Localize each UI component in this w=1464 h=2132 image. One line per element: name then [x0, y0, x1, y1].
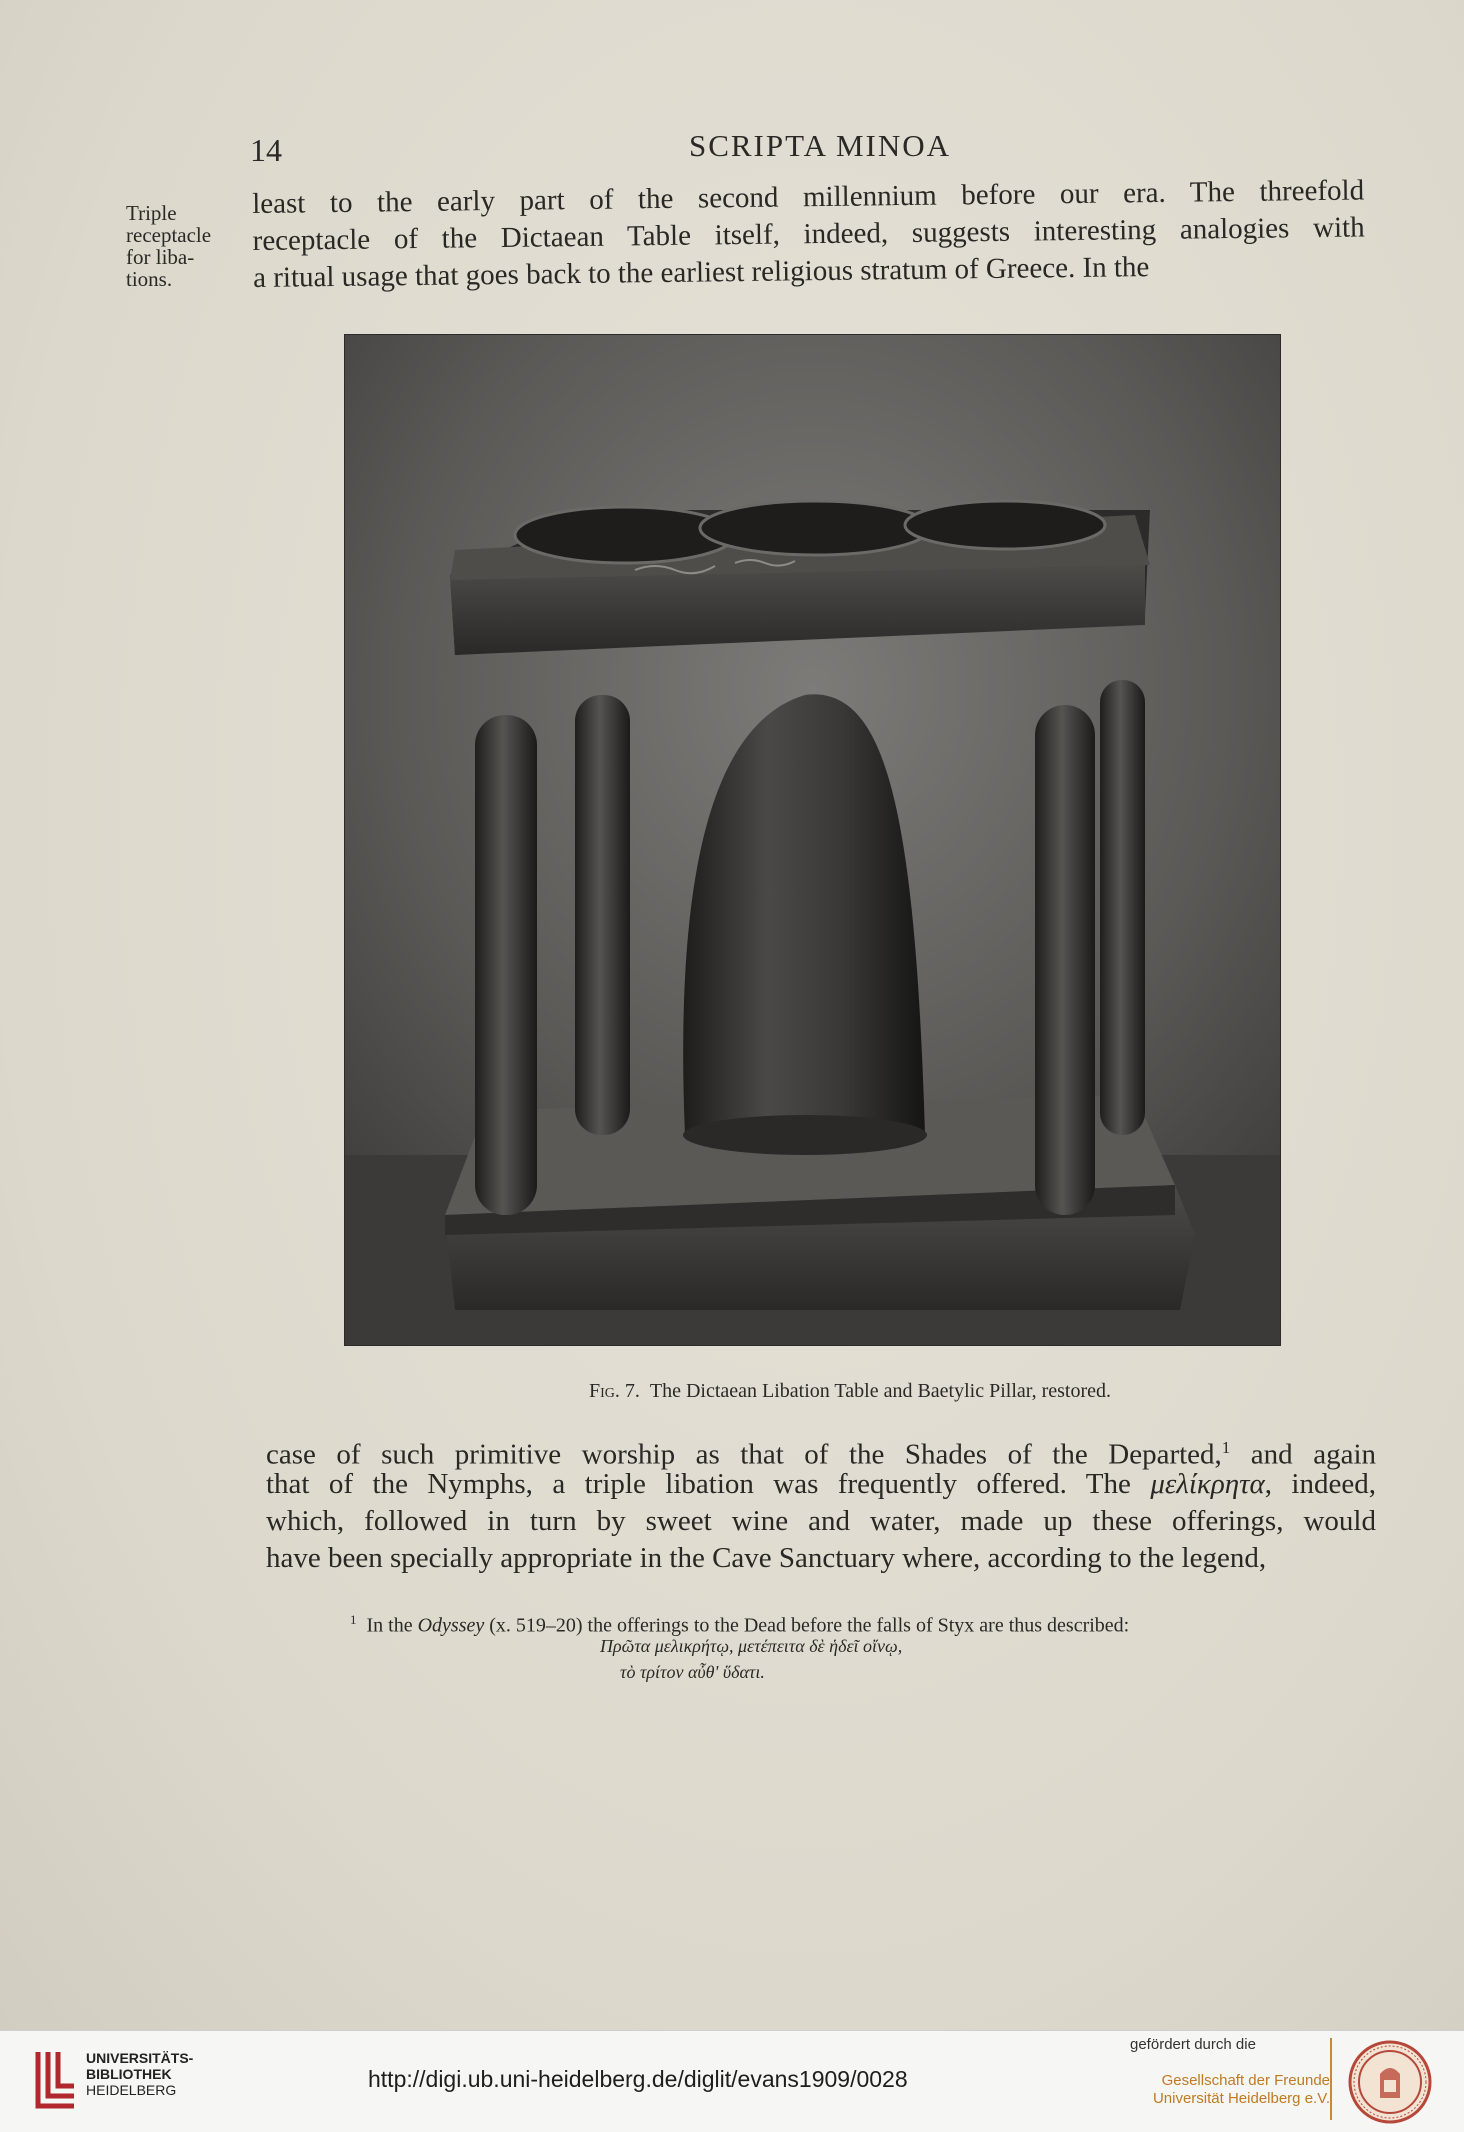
footnote-text: In the	[366, 1614, 418, 1637]
text-segment: case of such primitive worship as that of the Shades of the Departed,	[266, 1438, 1222, 1471]
figure-photograph	[345, 335, 1280, 1345]
footnote-text: (x. 519–20) the offerings to the Dead before the falls of Styx are thus described:	[484, 1614, 1130, 1637]
paragraph-top	[252, 172, 1365, 297]
paragraph-bottom	[266, 1429, 1376, 1577]
footnote-verse: Πρῶτα μελικρήτῳ, μετέπειτα δὲ ἡδεῖ οἴνῳ,	[600, 1636, 903, 1656]
sponsor-label: gefördert durch die	[1130, 2036, 1256, 2053]
footnote-reference: 1	[1221, 1438, 1231, 1457]
library-name-line: HEIDELBERG	[86, 2082, 177, 2098]
text-line: which, followed in turn by sweet wine and water, made up these offerings, would	[266, 1505, 1376, 1537]
footnote-work-title: Odyssey	[417, 1614, 485, 1637]
text-line: receptacle of the Dictaean Table itself, indeed, suggests interesting analogies with	[252, 211, 1365, 257]
footnote-verse: τὸ τρίτον αὖθ' ὕδατι.	[620, 1662, 765, 1682]
sponsor-name-line: Gesellschaft der Freunde	[1161, 2072, 1330, 2089]
footnote	[350, 1607, 1330, 1639]
text-segment: , indeed,	[1264, 1468, 1376, 1500]
running-title: SCRIPTA MINOA	[688, 128, 952, 163]
figure-label: Fig. 7.	[588, 1380, 640, 1402]
greek-word: μελίκρητα	[1150, 1468, 1265, 1500]
text-segment: and again	[1230, 1438, 1377, 1471]
margin-note	[126, 202, 236, 290]
text-line: least to the early part of the second millennium before our era. The threefold	[252, 174, 1365, 220]
margin-note-line: for liba-	[126, 245, 195, 269]
footnote-mark: 1	[350, 1612, 357, 1627]
footer-divider	[1330, 2038, 1332, 2120]
university-seal-icon[interactable]	[1348, 2040, 1432, 2124]
figure-caption-text: The Dictaean Libation Table and Baetylic Pillar, restored.	[649, 1380, 1112, 1402]
library-name[interactable]	[86, 2050, 193, 2098]
text-line: a ritual usage that goes back to the earliest religious stratum of Greece. In the	[252, 251, 1150, 294]
sponsor-name[interactable]	[1120, 2072, 1330, 2108]
text-line	[266, 1466, 1376, 1503]
text-segment: that of the Nymphs, a triple libation was frequently offered. The	[266, 1468, 1151, 1500]
library-logo-icon[interactable]	[34, 2048, 78, 2110]
text-line: have been specially appropriate in the Cave Sanctuary where, according to the legend,	[266, 1542, 1267, 1574]
library-name-line: BIBLIOTHEK	[86, 2066, 172, 2082]
figure-caption	[500, 1380, 1200, 1403]
margin-note-line: Triple	[126, 201, 177, 225]
page-number: 14	[250, 132, 282, 168]
text-line	[266, 1429, 1377, 1471]
margin-note-line: receptacle	[126, 223, 212, 247]
sponsor-name-line: Universität Heidelberg e.V.	[1152, 2090, 1330, 2107]
libation-table-photo	[345, 335, 1280, 1345]
library-name-line: UNIVERSITÄTS-	[86, 2050, 194, 2066]
margin-note-line: tions.	[126, 267, 173, 291]
permalink-url[interactable]: http://digi.ub.uni-heidelberg.de/diglit/evans1909/0028	[368, 2066, 908, 2092]
